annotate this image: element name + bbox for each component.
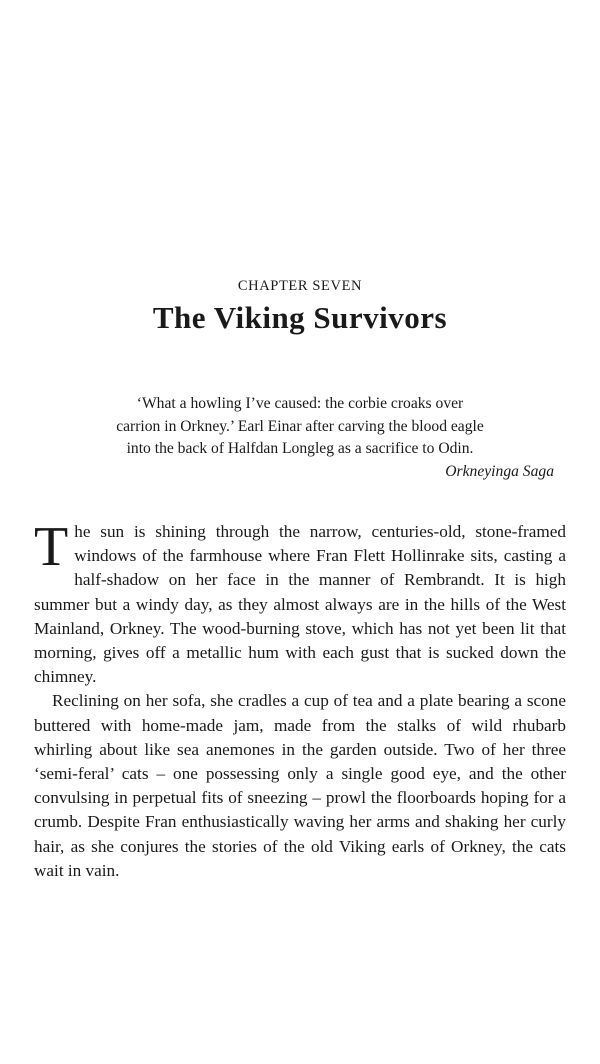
chapter-label: CHAPTER SEVEN bbox=[237, 278, 363, 294]
paragraph-2: Reclining on her sofa, she cradles a cup of tea and a plate bearing a scone buttered with home-made jam, made from the stalks of wild rhubarb whirling about like sea anemones in the garden outside. Two of her three ‘semi-feral’ cats – one possessing only a single good eye, and the other convulsing in perpetual fits of sneezing – prowl the floorboards hoping for a crumb. Despite Fran enthusiastically waving her arms and shaking her curly hair, as she conjures the stories of the old Viking earls of Orkney, the cats wait in vain. bbox=[34, 691, 566, 880]
epigraph-line-3: into the back of Halfdan Longleg as a sacrifice to Odin. bbox=[126, 440, 474, 457]
body-text bbox=[34, 516, 566, 883]
epigraph-line-2: carrion in Orkney.’ Earl Einar after carving the blood eagle bbox=[116, 417, 484, 435]
paragraph-1-text: he sun is shining through the narrow, centuries-old, stone-framed windows of the farmhouse where Fran Flett Hollinrake sits, casting a half-shadow on her face in the manner of Rembrandt. It is high summer but a windy day, as they almost always are in the hills of the West Mainland, Orkney. The wood-burning stove, which has not yet been lit that morning, gives off a metallic hum with each gust that is sucked down the chimney. bbox=[34, 522, 566, 687]
epigraph-source: Orkneyinga Saga bbox=[445, 462, 554, 480]
drop-cap: T bbox=[34, 516, 69, 578]
chapter-title: The Viking Survivors bbox=[152, 300, 448, 335]
epigraph-line-1: ‘What a howling I’ve caused: the corbie croaks over bbox=[136, 395, 464, 412]
epigraph bbox=[40, 393, 560, 483]
paragraph-1 bbox=[34, 516, 566, 689]
